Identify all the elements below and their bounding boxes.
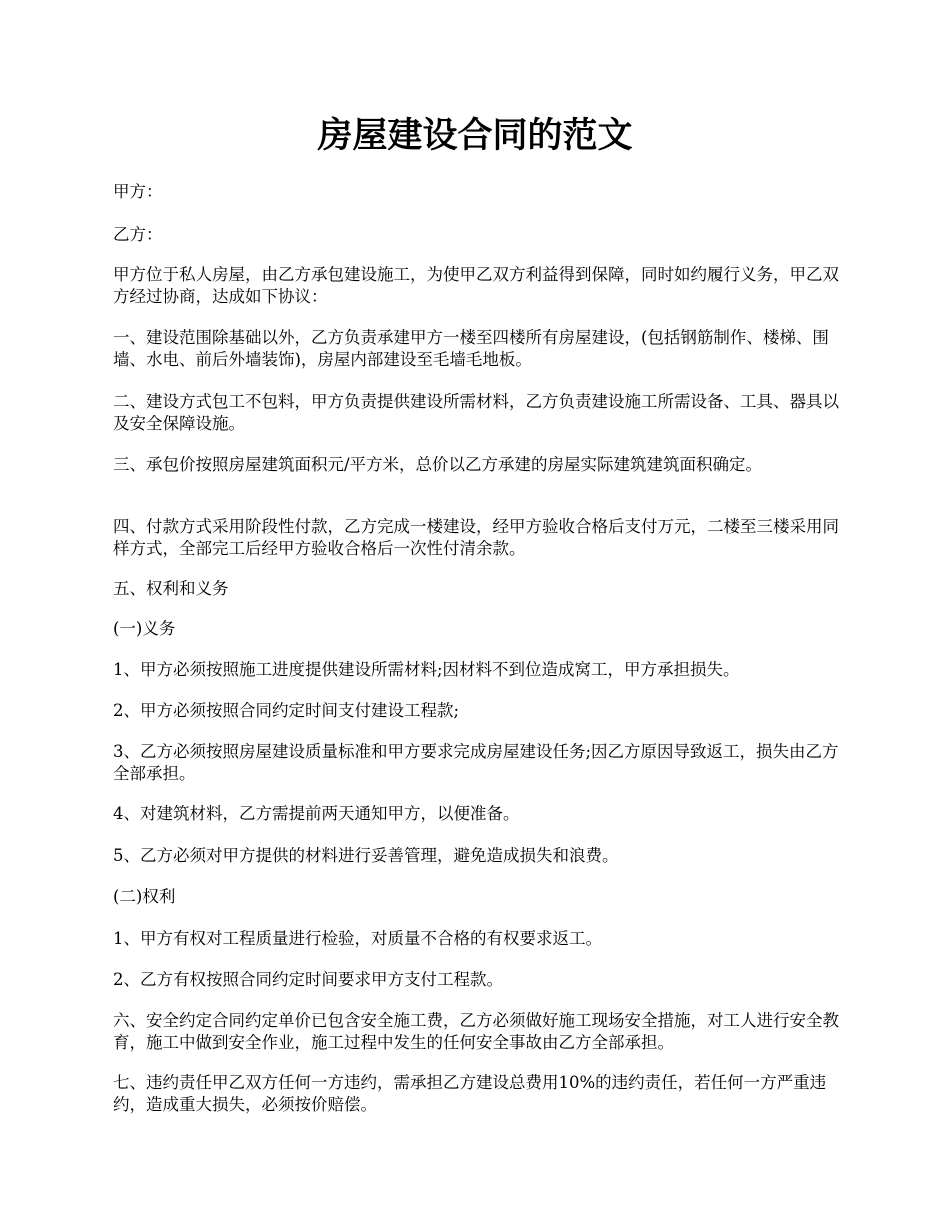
rights-heading: (二)权利 — [113, 887, 176, 906]
clause-4 — [113, 516, 840, 560]
duty-1: 1、甲方必须按照施工进度提供建设所需材料;因材料不到位造成窝工，甲方承担损失。 — [113, 660, 740, 679]
duty-5: 5、乙方必须对甲方提供的材料进行妥善管理，避免造成损失和浪费。 — [113, 846, 619, 865]
clause-1: 一、建设范围除基础以外，乙方负责承建甲方一楼至四楼所有房屋建设，(包括钢筋制作、楼梯、围墙、水电、前后外墙装饰)，房屋内部建设至毛墙毛地板。 — [113, 328, 829, 369]
clause-6: 六、安全约定合同约定单价已包含安全施工费，乙方必须做好施工现场安全措施，对工人进行安全教育，施工中做到安全作业，施工过程中发生的任何安全事故由乙方全部承担。 — [113, 1011, 839, 1052]
duty-2: 2、甲方必须按照合同约定时间支付建设工程款; — [113, 701, 460, 720]
clause-5: 五、权利和义务 — [113, 579, 229, 598]
clause-3-text-b: 元/平方米，总价以乙方承建的房屋实际建筑建筑面积确定。 — [327, 455, 763, 474]
clause-3 — [113, 454, 840, 476]
intro-text-1: 甲方位于 — [113, 265, 179, 284]
intro-text-2: 私人房屋，由乙方承包建设施工，为使甲乙双方利益得到保障，同时如约履行义务，甲乙双方经过协商，达成如下协议： — [113, 265, 839, 306]
party-b-line — [113, 224, 840, 246]
document-title: 房屋建设合同的范文 — [317, 115, 633, 156]
duty-3: 3、乙方必须按照房屋建设质量标准和甲方要求完成房屋建设任务;因乙方原因导致返工，损失由乙方全部承担。 — [113, 742, 839, 783]
clause-4-text-a: 四、付款方式采用阶段性付款，乙方完成一楼建设，经甲方验收合格后支付 — [113, 517, 658, 536]
duties-heading: (一)义务 — [113, 619, 176, 638]
party-b-label: 乙方： — [113, 225, 163, 244]
clause-4-text-b: 万元，二楼至三楼采用同样方式，全部完工后经甲方验收合格后一次性付清余款。 — [113, 517, 839, 558]
intro-paragraph — [113, 264, 840, 308]
party-a-line — [113, 181, 840, 203]
right-1: 1、甲方有权对工程质量进行检验，对质量不合格的有权要求返工。 — [113, 929, 602, 948]
duty-4: 4、对建筑材料，乙方需提前两天通知甲方，以便准备。 — [113, 804, 520, 823]
clause-3-text-a: 三、承包价按照房屋建筑面积 — [113, 455, 328, 474]
clause-7: 七、违约责任甲乙双方任何一方违约，需承担乙方建设总费用10%的违约责任，若任何一方严重违约，造成重大损失，必须按价赔偿。 — [113, 1073, 827, 1114]
clause-2: 二、建设方式包工不包料，甲方负责提供建设所需材料，乙方负责建设施工所需设备、工具、器具以及安全保障设施。 — [113, 392, 839, 433]
right-2: 2、乙方有权按照合同约定时间要求甲方支付工程款。 — [113, 970, 503, 989]
party-a-label: 甲方： — [113, 182, 163, 201]
